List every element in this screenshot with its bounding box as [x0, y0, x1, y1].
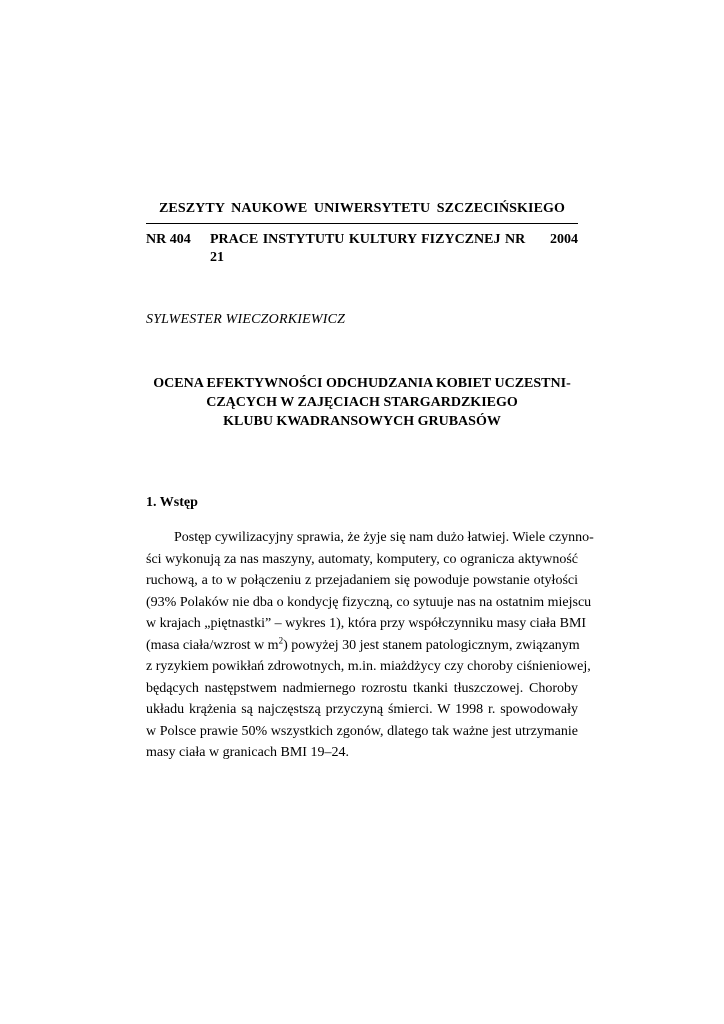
article-title-line: OCENA EFEKTYWNOŚCI ODCHUDZANIA KOBIET UCZESTNI-	[153, 376, 571, 391]
paragraph-line: (93% Polaków nie dba o kondycję fizyczną, co sytuuje nas na ostatnim miejscu	[146, 594, 592, 610]
issue-number: NR 404	[146, 232, 191, 247]
paragraph-text: ) powyżej 30 jest stanem patologicznym, związanym	[283, 637, 580, 653]
series-line	[146, 231, 578, 267]
superscript-exponent: 2	[278, 634, 284, 645]
body-paragraph	[146, 527, 594, 764]
journal-header	[146, 200, 578, 267]
paragraph-line: ruchową, a to w połączeniu z przejadaniem się powoduje powstanie otyłości	[146, 573, 578, 588]
article-title-line: CZĄCYCH W ZAJĘCIACH STARGARDZKIEGO	[206, 395, 518, 410]
paragraph-text: (masa ciała/wzrost w m	[146, 637, 279, 653]
paragraph-line: w krajach „piętnastki” – wykres 1), która przy współczynniku masy ciała BMI	[146, 616, 587, 631]
series-name: PRACE INSTYTUTU KULTURY FIZYCZNEJ NR 21	[210, 232, 526, 265]
section-heading: 1. Wstęp	[146, 495, 198, 510]
article-title-line: KLUBU KWADRANSOWYCH GRUBASÓW	[223, 414, 501, 429]
paragraph-line: ści wykonują za nas maszyny, automaty, komputery, co ogranicza aktywność	[146, 551, 578, 567]
paragraph-line: układu krążenia są najczęstszą przyczyną śmierci. W 1998 r. spowodowały	[146, 702, 578, 717]
publication-year: 2004	[550, 232, 578, 247]
paragraph-line: z ryzykiem powikłań zdrowotnych, m.in. miażdżycy czy choroby ciśnieniowej,	[146, 659, 591, 674]
paragraph-line: będących następstwem nadmiernego rozrostu tkanki tłuszczowej. Choroby	[146, 680, 578, 696]
article-title	[146, 374, 578, 431]
journal-title: ZESZYTY NAUKOWE UNIWERSYTETU SZCZECIŃSKIEGO	[146, 200, 578, 224]
paragraph-line-with-superscript	[146, 635, 578, 657]
paragraph-line: masy ciała w granicach BMI 19–24.	[146, 745, 349, 760]
paragraph-line: w Polsce prawie 50% wszystkich zgonów, dlatego tak ważne jest utrzymanie	[146, 723, 578, 739]
paragraph-line: Postęp cywilizacyjny sprawia, że żyje się nam dużo łatwiej. Wiele czynno-	[174, 530, 594, 545]
author-name: SYLWESTER WIECZORKIEWICZ	[146, 312, 346, 327]
